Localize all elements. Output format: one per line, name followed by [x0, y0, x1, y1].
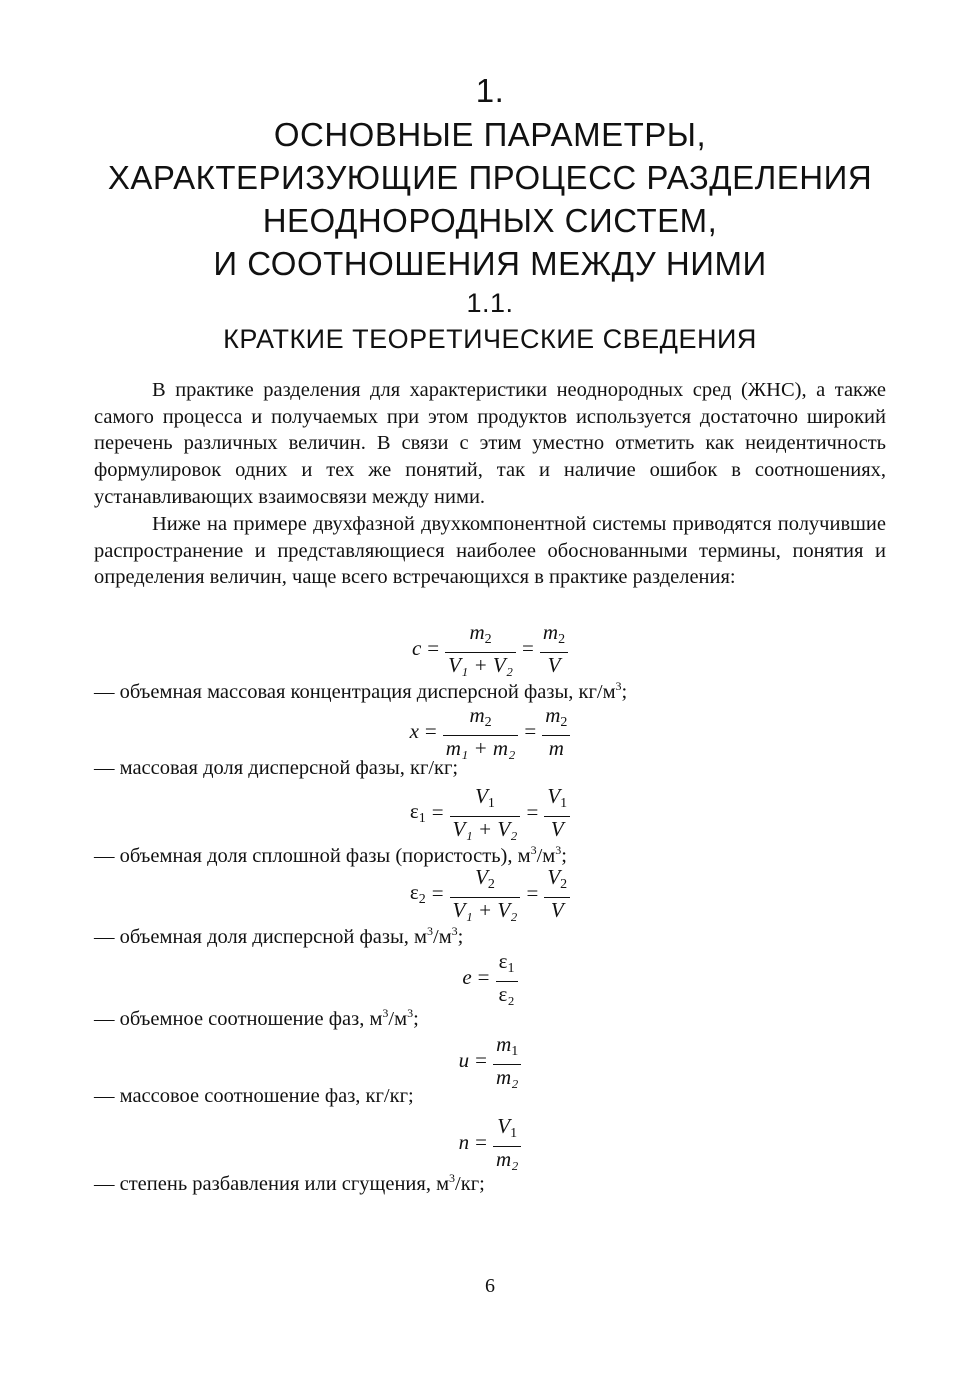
- section-number: 1.1.: [466, 288, 514, 318]
- fraction: $\frac{\varepsilon_1}{\text{ε₂}}$: [496, 950, 518, 1005]
- formula-description: — объемное соотношение фаз, $м^3/м^3$;: [94, 1006, 419, 1030]
- formula-e: e = $\frac{\varepsilon_1}{\text{ε₂}}$: [0, 950, 980, 1005]
- fraction: $\frac{m_1}{\text{m₂}}$: [493, 1033, 521, 1088]
- formula-lhs: $\varepsilon_2$: [409, 879, 426, 907]
- formula-n: n = $\frac{V_1}{\text{m₂}}$: [0, 1115, 980, 1170]
- formula-u: u = $\frac{m_1}{\text{m₂}}$: [0, 1033, 980, 1088]
- formula-lhs: x: [409, 719, 419, 743]
- formula-x: x = $\frac{m_2}{\text{m₁ + m₂}}$ = $\frac{m_2}{m}$: [0, 704, 980, 759]
- chapter-title-line: ХАРАКТЕРИЗУЮЩИЕ ПРОЦЕСС РАЗДЕЛЕНИЯ: [107, 159, 873, 196]
- chapter-title-line: ОСНОВНЫЕ ПАРАМЕТРЫ,: [273, 116, 707, 153]
- fraction: $\frac{V_2}{\text{V₁ + V₂}}$: [450, 866, 521, 921]
- formula-lhs: c: [411, 636, 422, 660]
- chapter-title: [0, 113, 980, 285]
- formula-lhs: e: [462, 965, 472, 989]
- formula-lhs: n: [458, 1130, 470, 1154]
- fraction: $\frac{m_2}{m}$: [542, 704, 570, 759]
- formula-eps1: $\varepsilon_1$ = $\frac{V_1}{\text{V₁ + V₂}}$ = $\frac{V_1}{V}$: [0, 785, 980, 840]
- formula-description: — объемная доля дисперсной фазы, $м^3/м^3$;: [94, 924, 464, 948]
- formula-lhs: $\varepsilon_1$: [409, 798, 426, 826]
- page-number: 6: [485, 1275, 495, 1297]
- formula-lhs: u: [458, 1048, 470, 1072]
- fraction: $\frac{V_2}{V}$: [544, 866, 570, 921]
- formula-description: — объемная массовая концентрация дисперсной фазы, $кг/м^3$;: [94, 679, 628, 703]
- formula-description: — массовое соотношение фаз, кг/кг;: [94, 1085, 414, 1107]
- formula-c: c = $\frac{m_2}{\text{V₁ + V₂}}$ = $\frac{m_2}{V}$: [0, 621, 980, 676]
- chapter-title-line: И СООТНОШЕНИЯ МЕЖДУ НИМИ: [213, 245, 767, 282]
- paragraph: Ниже на примере двухфазной двухкомпонентной системы приводятся получившие распространение и представляющиеся наиболее обоснованными термины, понятия и определения величин, чаще всего встречающихся в практике разделения:: [94, 513, 886, 589]
- fraction: $\frac{V_1}{V}$: [544, 785, 570, 840]
- section-title: КРАТКИЕ ТЕОРЕТИЧЕСКИЕ СВЕДЕНИЯ: [223, 324, 757, 354]
- fraction: $\frac{V_1}{\text{V₁ + V₂}}$: [450, 785, 521, 840]
- fraction: $\frac{m_2}{\text{V₁ + V₂}}$: [445, 621, 516, 676]
- formula-description: — объемная доля сплошной фазы (пористость), $м^3/м^3$;: [94, 843, 567, 867]
- chapter-title-line: НЕОДНОРОДНЫХ СИСТЕМ,: [262, 202, 718, 239]
- formula-description: — массовая доля дисперсной фазы, кг/кг;: [94, 757, 459, 779]
- fraction: $\frac{m_2}{\text{m₁ + m₂}}$: [443, 704, 519, 759]
- paragraph: В практике разделения для характеристики неоднородных сред (ЖНС), а также самого процесса и получаемых при этом продуктов используется достаточно широкий перечень различных величин. В связи с этим уместно отметить как неидентичность формулировок одних и тех же понятий, так и наличие ошибок в соотношениях, устанавливающих взаимосвязи между ними.: [94, 379, 886, 508]
- fraction: $\frac{V_1}{\text{m₂}}$: [493, 1115, 521, 1170]
- fraction: $\frac{m_2}{V}$: [540, 621, 568, 676]
- formula-description: — степень разбавления или сгущения, $м^3/кг$;: [94, 1171, 485, 1195]
- chapter-number: 1.: [475, 72, 505, 109]
- formula-eps2: $\varepsilon_2$ = $\frac{V_2}{\text{V₁ + V₂}}$ = $\frac{V_2}{V}$: [0, 866, 980, 921]
